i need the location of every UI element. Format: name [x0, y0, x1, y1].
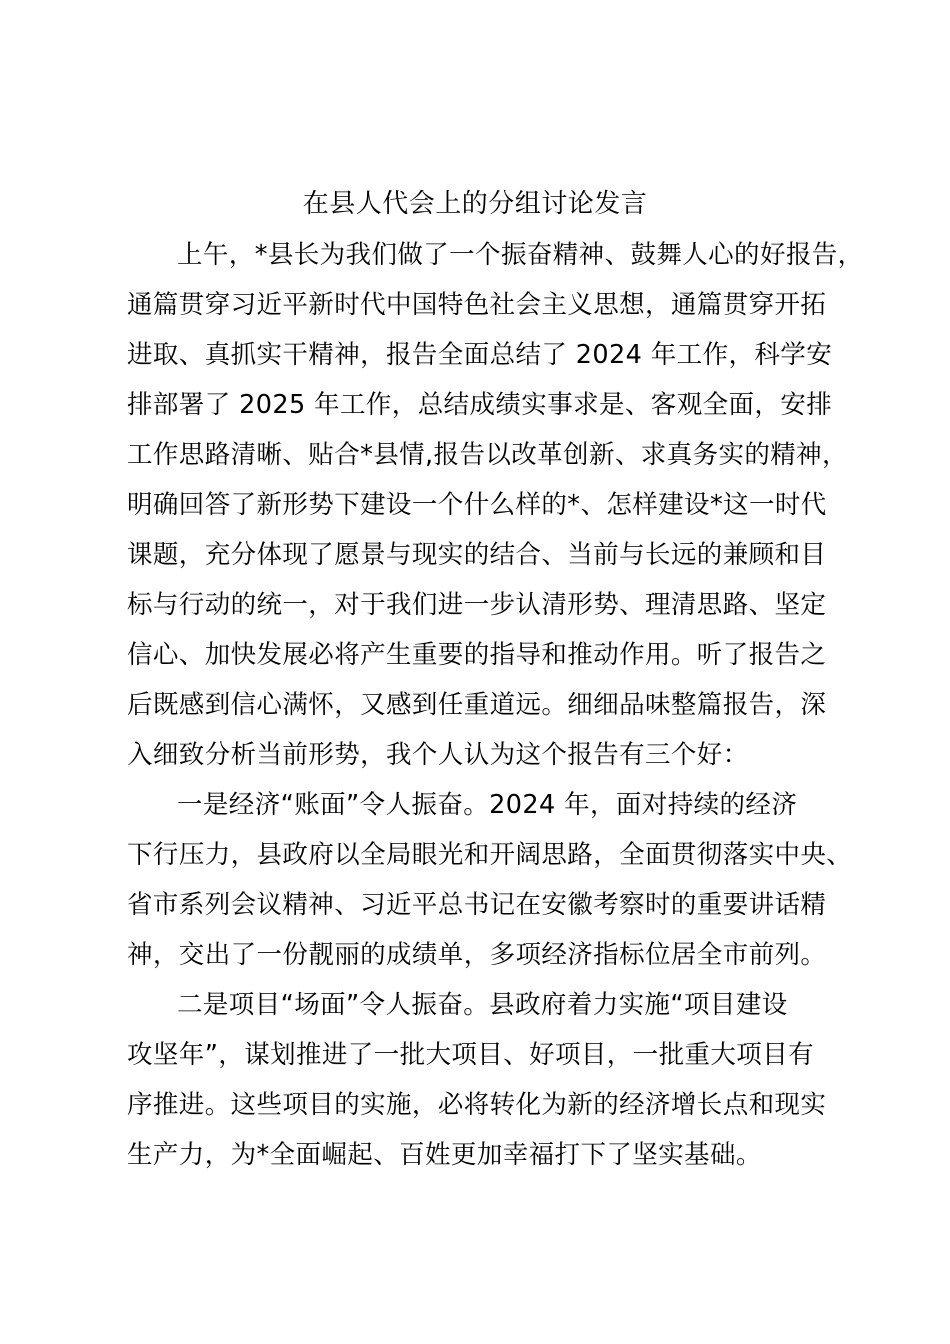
- paragraph-line: 序推进。这些项目的实施，必将转化为新的经济增长点和现实: [127, 1090, 827, 1120]
- paragraph-line: 进取、真抓实干精神，报告全面总结了 2024 年工作，科学安: [127, 340, 833, 370]
- paragraph-1: [127, 230, 863, 780]
- paragraph-line: 生产力，为*全面崛起、百姓更加幸福打下了坚实基础。: [127, 1140, 762, 1170]
- paragraph-line: 信心、加快发展必将产生重要的指导和推动作用。听了报告之: [127, 640, 827, 670]
- paragraph-line: 通篇贯穿习近平新时代中国特色社会主义思想，通篇贯穿开拓: [127, 290, 827, 320]
- paragraph-3: [127, 980, 863, 1180]
- paragraph-line: 神，交出了一份靓丽的成绩单，多项经济指标位居全市前列。: [127, 940, 827, 970]
- paragraph-line: 攻坚年”，谋划推进了一批大项目、好项目，一批重大项目有: [127, 1040, 815, 1070]
- paragraph-line: 下行压力，县政府以全局眼光和开阔思路，全面贯彻落实中央、: [127, 840, 853, 870]
- paragraph-line: 上午，*县长为我们做了一个振奋精神、鼓舞人心的好报告，: [177, 240, 864, 270]
- paragraph-line: 标与行动的统一，对于我们进一步认清形势、理清思路、坚定: [127, 590, 827, 620]
- paragraph-line: 入细致分析当前形势，我个人认为这个报告有三个好：: [127, 740, 749, 770]
- paragraph-line: 省市系列会议精神、习近平总书记在安徽考察时的重要讲话精: [127, 890, 827, 920]
- paragraph-line: 一是经济“账面”令人振奋。2024 年，面对持续的经济: [177, 790, 798, 820]
- paragraph-line: 课题，充分体现了愿景与现实的结合、当前与长远的兼顾和目: [127, 540, 827, 570]
- paragraph-line: 排部署了 2025 年工作，总结成绩实事求是、客观全面，安排: [127, 390, 833, 420]
- document-title: 在县人代会上的分组讨论发言: [302, 189, 648, 219]
- paragraph-line: 明确回答了新形势下建设一个什么样的*、怎样建设*这一时代: [127, 490, 827, 520]
- paragraph-line: 后既感到信心满怀，又感到任重道远。细细品味整篇报告，深: [127, 690, 827, 720]
- paragraph-line: 工作思路清晰、贴合*县情,报告以改革创新、求真务实的精神，: [127, 440, 848, 470]
- paragraph-2: [127, 780, 863, 980]
- document-body: [127, 230, 863, 1180]
- paragraph-line: 二是项目“场面”令人振奋。县政府着力实施“项目建设: [177, 990, 788, 1020]
